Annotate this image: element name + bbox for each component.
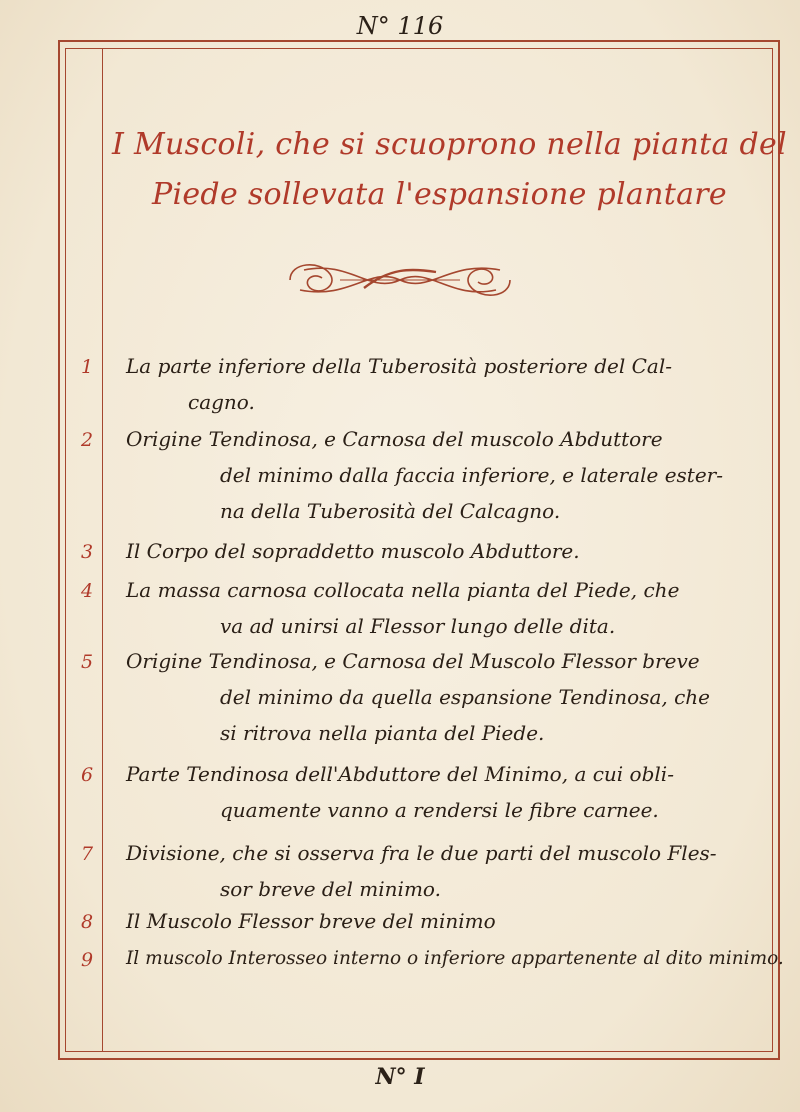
list-item	[126, 421, 746, 529]
calligraphic-flourish	[280, 250, 520, 310]
item-line: na della Tuberosità del Calcagno.	[220, 499, 561, 523]
item-number: 1	[80, 356, 94, 378]
signature-mark: N° I	[375, 1064, 425, 1090]
page-title	[112, 120, 787, 220]
item-line: del minimo da quella espansione Tendinosa, che	[220, 685, 710, 709]
item-number: 4	[80, 580, 94, 602]
item-line: La massa carnosa collocata nella pianta del Piede, che	[126, 578, 680, 602]
item-line: Il Muscolo Flessor breve del minimo	[126, 909, 496, 933]
title-line-2: Piede sollevata l'espansione plantare	[152, 177, 727, 212]
item-number: 8	[80, 911, 94, 933]
item-line: sor breve del minimo.	[220, 877, 441, 901]
item-line: Il Corpo del sopraddetto muscolo Abduttore.	[126, 539, 580, 563]
item-line: va ad unirsi al Flessor lungo delle dita.	[220, 614, 616, 638]
item-line: Divisione, che si osserva fra le due parti del muscolo Fles-	[126, 841, 717, 865]
item-line: Origine Tendinosa, e Carnosa del muscolo Abduttore	[126, 427, 663, 451]
item-line: del minimo dalla faccia inferiore, e laterale ester-	[220, 463, 723, 487]
item-number: 7	[80, 843, 94, 865]
item-line: si ritrova nella pianta del Piede.	[220, 721, 545, 745]
item-number: 5	[80, 651, 94, 673]
list-item	[126, 572, 746, 644]
margin-rule	[102, 49, 103, 1051]
item-number: 2	[80, 429, 94, 451]
item-number: 3	[80, 541, 94, 563]
item-number: 9	[80, 949, 94, 971]
item-line: Origine Tendinosa, e Carnosa del Muscolo Flessor breve	[126, 649, 700, 673]
list-item	[126, 941, 784, 977]
list-item	[126, 643, 746, 751]
list-item	[126, 533, 746, 569]
title-line-1: I Muscoli, che si scuoprono nella pianta del	[112, 127, 787, 162]
item-number: 6	[80, 764, 94, 786]
list-item	[126, 835, 746, 907]
item-line: quamente vanno a rendersi le fibre carnee.	[220, 798, 659, 822]
item-line: Il muscolo Interosseo interno o inferiore appartenente al dito minimo.	[126, 948, 784, 969]
list-item	[126, 348, 746, 420]
item-line: La parte inferiore della Tuberosità posteriore del Cal-	[126, 354, 673, 378]
page-number: N° 116	[356, 12, 444, 40]
item-line: Parte Tendinosa dell'Abduttore del Minimo, a cui obli-	[126, 762, 674, 786]
list-item	[126, 756, 746, 828]
list-item	[126, 903, 746, 939]
item-line: cagno.	[188, 390, 255, 414]
